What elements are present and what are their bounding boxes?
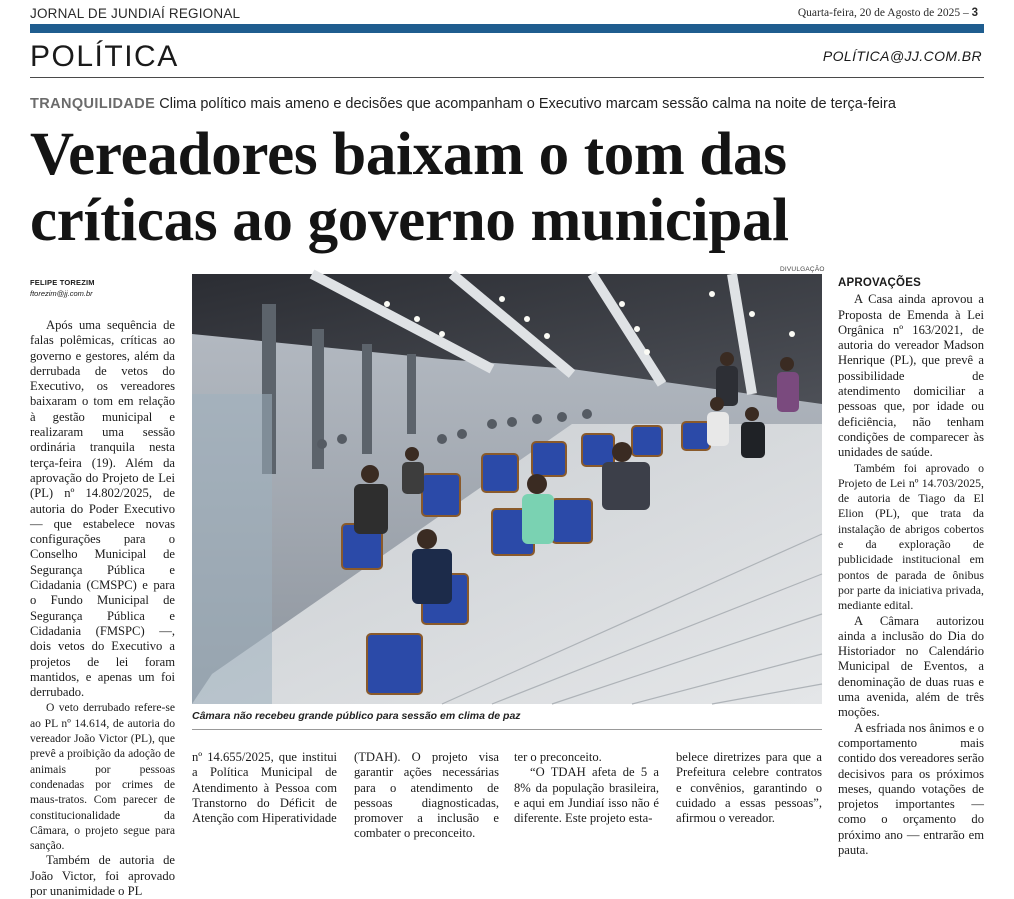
sidebar-title: APROVAÇÕES (838, 277, 921, 289)
section-divider (30, 77, 984, 78)
newspaper-name: JORNAL DE JUNDIAÍ REGIONAL (30, 6, 241, 21)
section-title: POLÍTICA (30, 40, 179, 73)
page-header (30, 4, 984, 24)
photo-credit: DIVULGAÇÃO (780, 266, 825, 273)
byline (30, 278, 95, 298)
article-column-2 (192, 750, 337, 826)
kicker-text: Clima político mais ameno e decisões que acompanham o Executivo marcam sessão calma na noite de terça-feira (159, 96, 896, 112)
paragraph: O veto derrubado refere-se ao PL nº 14.614, de autoria do vereador João Victor (PL), que prevê a proibição da adoção de animais por pessoas condenadas por crimes de maus-tratos. Com parecer de constitucionalidade da Câmara, o projeto segue para sanção. (30, 701, 175, 853)
page-separator: – (962, 7, 969, 19)
headline-line-2: críticas ao governo municipal (30, 187, 789, 254)
kicker-tag: TRANQUILIDADE (30, 96, 156, 112)
paragraph: A esfriada nos ânimos e o comportamento mais contido dos vereadores serão decisivos para os próximos meses, quando votações de projetos importantes — como o orçamento do próximo ano — entrarão em pauta. (838, 720, 984, 857)
headline-line-1: Vereadores baixam o tom das (30, 121, 787, 188)
author-email: ftorezim@jj.com.br (30, 289, 93, 298)
chamber-photo (192, 274, 822, 704)
article-column-1 (30, 318, 175, 899)
caption-divider (192, 729, 822, 730)
paragraph: A Casa ainda aprovou a Proposta de Emenda à Lei Orgânica nº 163/2021, de autoria do vereador Madson Henrique (PL), que prevê a possibilidade de atendimento domiciliar a pessoas que, por idade ou deficiência, não tenham condições de comparecer às unidades de saúde. (838, 292, 984, 460)
photo-caption: Câmara não recebeu grande público para sessão em clima de paz (192, 710, 521, 722)
paragraph: Também de autoria de João Victor, foi aprovado por unanimidade o PL (30, 853, 175, 898)
paragraph: “O TDAH afeta de 5 a 8% da população brasileira, e aqui em Jundiaí isso não é diferente. Este projeto esta- (514, 765, 659, 826)
headline (30, 122, 990, 254)
sidebar-approvals (838, 276, 984, 858)
author-name: FELIPE TOREZIM (30, 278, 95, 287)
paragraph: Após uma sequência de falas polêmicas, críticas ao governo e gestores, além da derrubada de vetos do Executivo, os vereadores baixaram o tom em relação à gestão municipal e realizaram uma sessão ordinária tranquila nesta terça-feira (19). Além da aprovação do Projeto de Lei (PL) nº 14.802/2025, de autoria do Poder Executivo — que estabelece novas configurações para o Conselho Municipal de Segurança Pública e Cidadania (CMSPC) e para o Fundo Municipal de Segurança Pública e Cidadania (FMSPC) —, dois vetos do Executivo a projetos de lei foram mantidos, e apenas um foi derrubado. (30, 318, 175, 700)
paragraph: A Câmara autorizou ainda a inclusão do Dia do Historiador no Calendário Municipal de Eventos, a denominação de duas ruas e uma avenida, além de três moções. (838, 613, 984, 720)
article-column-4 (514, 750, 659, 826)
section-email: POLÍTICA@JJ.COM.BR (822, 48, 982, 64)
paragraph: Também foi aprovado o Projeto de Lei nº 14.703/2025, de autoria de Tiago da El Elion (PL), que trata da instalação de abrigos cobertos e da exploração de publicidade institucional em pontos de parada de ônibus por parte da iniciativa privada, mediante edital. (838, 460, 984, 613)
paragraph: belece diretrizes para que a Prefeitura celebre contratos e convênios, garantindo o cuidado a essas pessoas”, afirmou o vereador. (676, 750, 822, 826)
paragraph: nº 14.655/2025, que institui a Política Municipal de Atendimento à Pessoa com Transtorno do Déficit de Atenção com Hiperatividade (192, 750, 337, 826)
article-column-5 (676, 750, 822, 826)
paragraph: (TDAH). O projeto visa garantir ações necessárias para o atendimento de pessoas diagnosticadas, promover a inclusão e combater o preconceito. (354, 750, 499, 841)
article-column-3 (354, 750, 499, 842)
date-text: Quarta-feira, 20 de Agosto de 2025 (797, 7, 961, 19)
page-number: 3 (971, 7, 978, 19)
article-photo (192, 274, 822, 704)
header-color-bar (30, 24, 984, 33)
kicker (30, 96, 896, 112)
issue-date (798, 7, 978, 19)
paragraph: ter o preconceito. (514, 750, 602, 764)
